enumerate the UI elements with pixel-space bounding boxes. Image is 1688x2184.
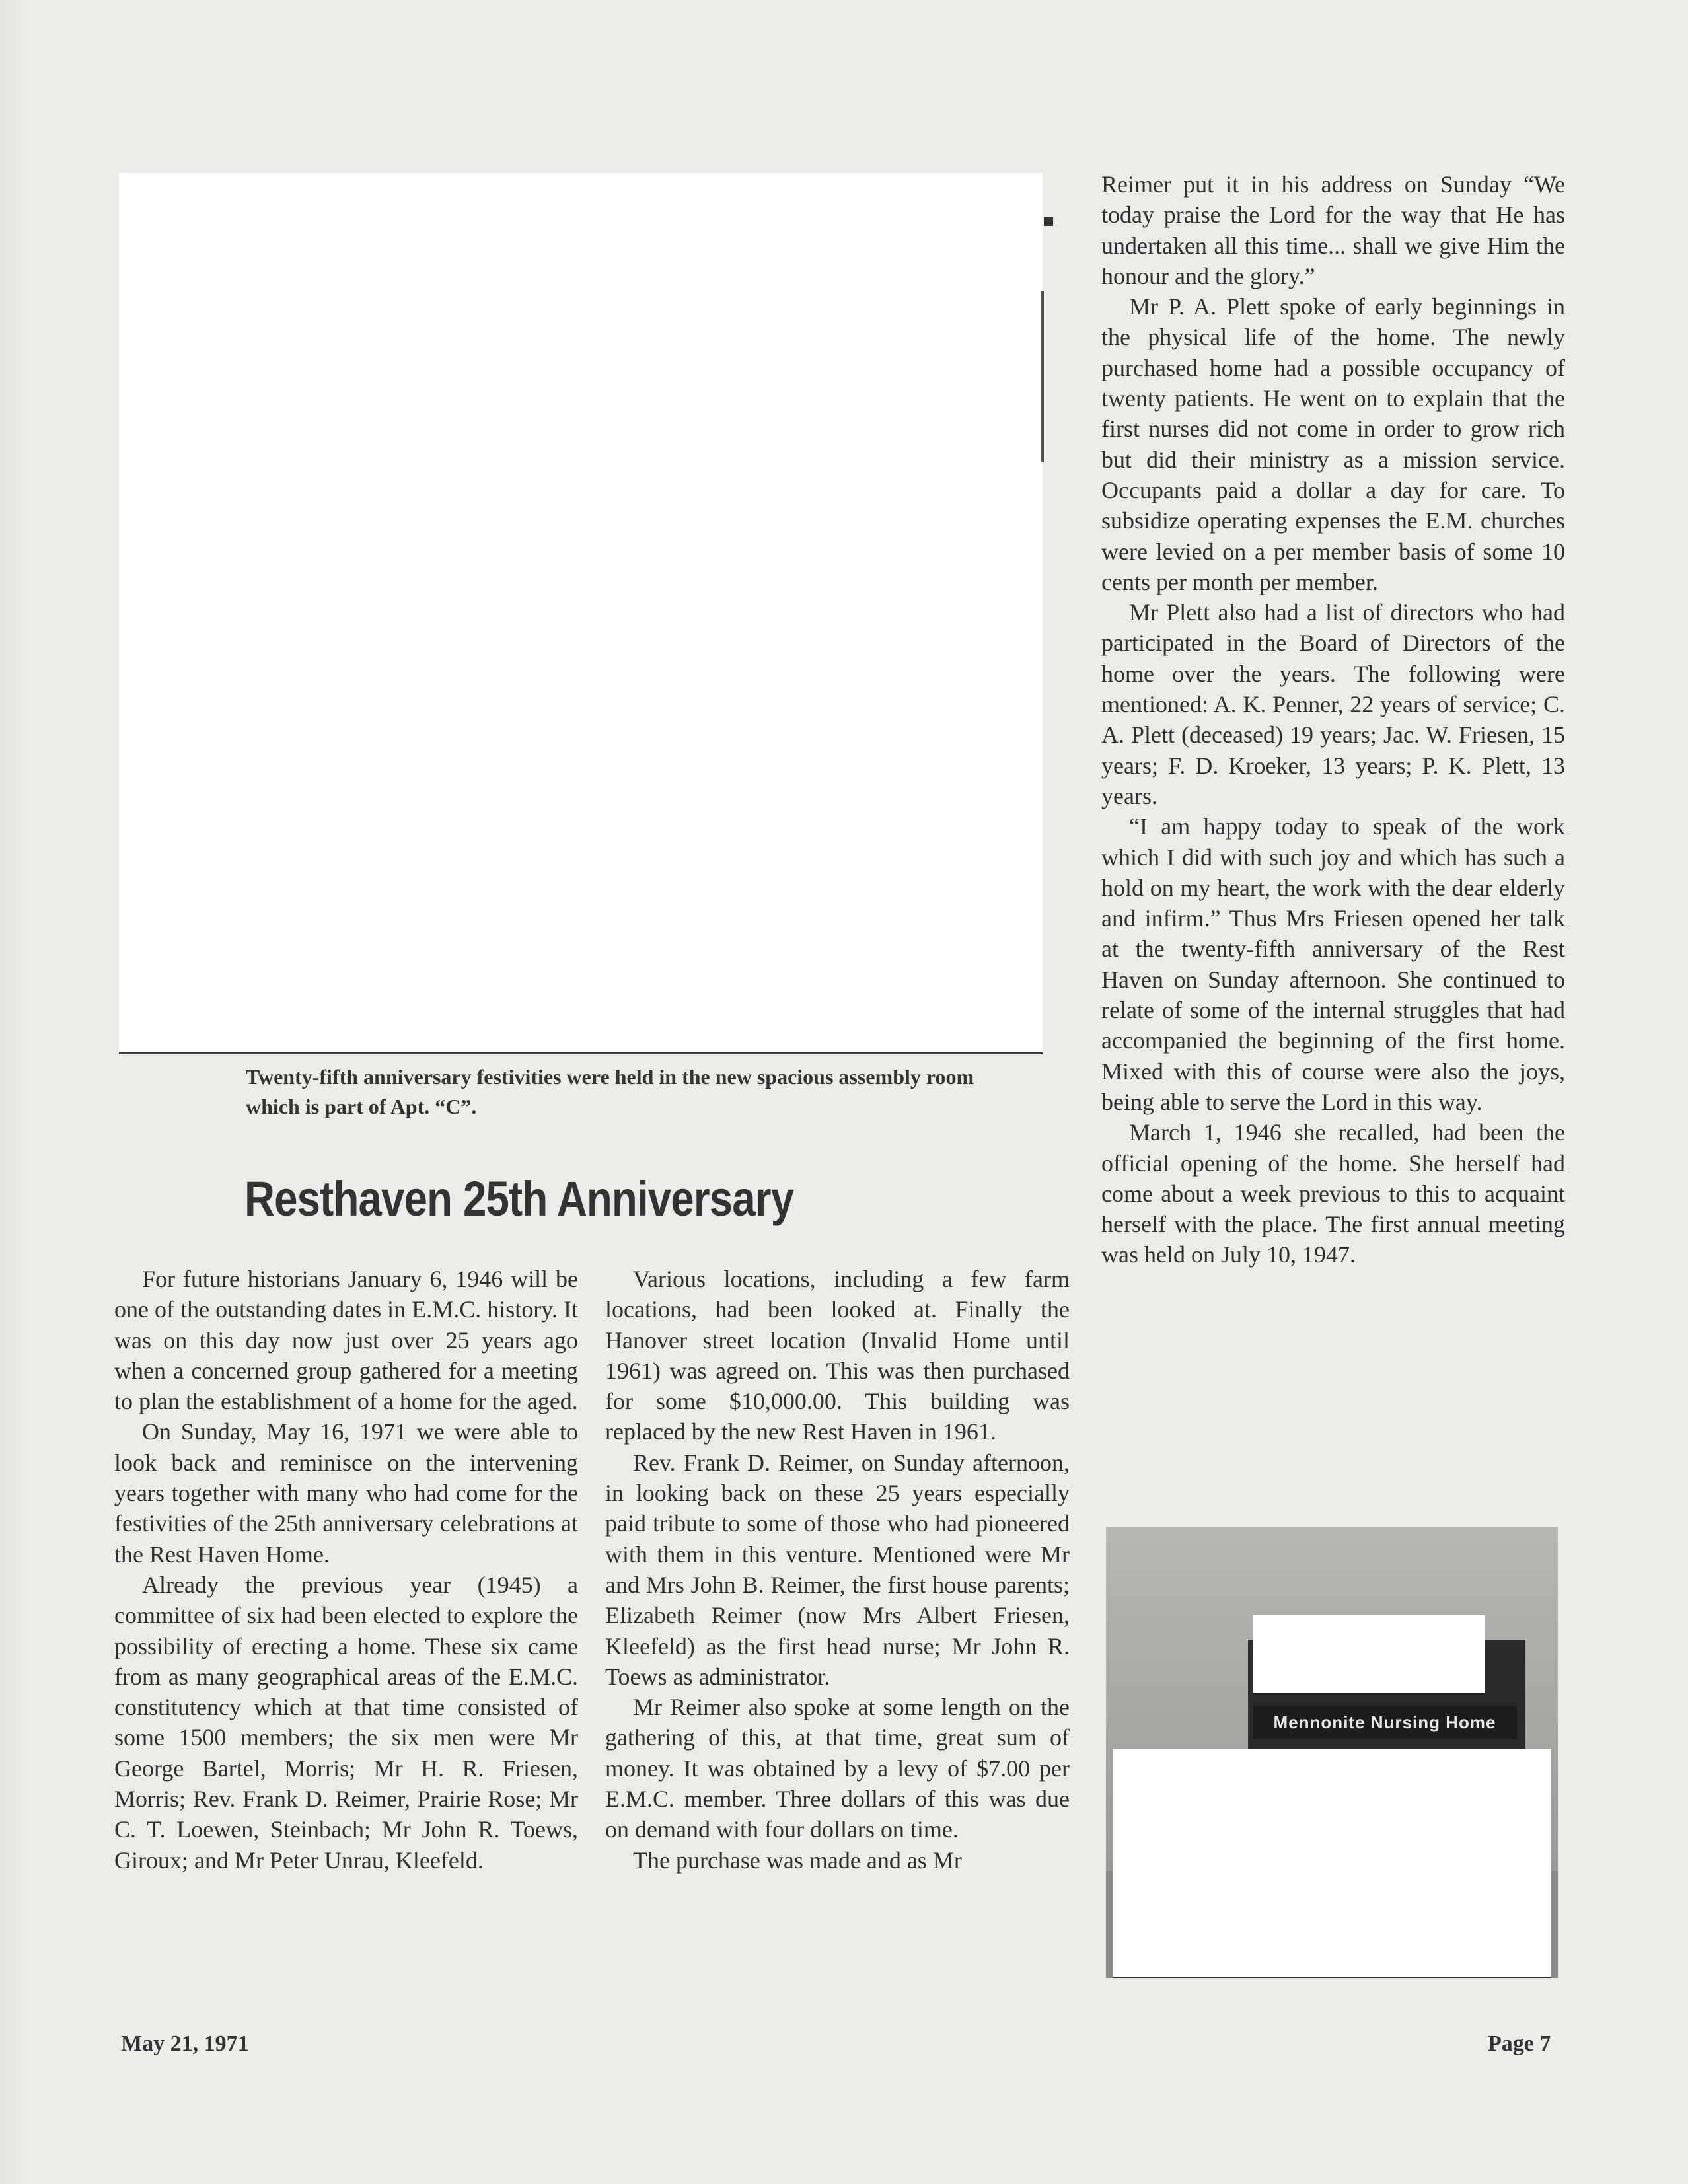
anniversary-photo: [119, 173, 1043, 1052]
paragraph: Various locations, including a few farm locations, had been looked at. Finally the Hanover street location (Invalid Home until 1961) was agreed on. This was then purchased for some $10,000.00. This building was replaced by the new Rest Haven in 1961.: [605, 1266, 1070, 1445]
nursing-home-sign: Mennonite Nursing Home: [1253, 1706, 1517, 1739]
paragraph: Reimer put it in his address on Sunday “We today praise the Lord for the way that He has undertaken all this time... shall we give Him the honour and the glory.”: [1101, 171, 1565, 289]
paragraph: For future historians January 6, 1946 will be one of the outstanding dates in E.M.C. history. It was on this day now just over 25 years ago when a concerned group gathered for a meeting to plan the establishment of a home for the aged.: [114, 1266, 578, 1415]
paragraph: Mr Plett also had a list of directors who had participated in the Board of Directors of the home over the years. The following were mentioned: A. K. Penner, 22 years of service; C. A. Plett (deceased) 19 years; Jac. W. Friesen, 15 years; F. D. Kroeker, 13 years; P. K. Plett, 13 years.: [1101, 599, 1565, 809]
issue-date: May 21, 1971: [121, 2031, 249, 2056]
article-headline: Resthaven 25th Anniversary: [244, 1171, 794, 1226]
paragraph: Mr Reimer also spoke at some length on the gathering of this, at that time, great sum of money. It was obtained by a levy of $7.00 per E.M.C. member. Three dollars of this was due on demand with four dollars on time.: [605, 1694, 1070, 1843]
photo-blank: [1113, 1749, 1551, 1978]
photo-caption: Twenty-fifth anniversary festivities were held in the new spacious assembly room which is part of Apt. “C”.: [246, 1065, 974, 1118]
photo-blank: [1253, 1615, 1485, 1693]
paragraph: Mr P. A. Plett spoke of early beginnings in the physical life of the home. The newly purchased home had a possible occupancy of twenty patients. He went on to explain that the first nurses did not come in order to grow rich but did their ministry as a mission service. Occupants paid a dollar a day for care. To subsidize operating expenses the E.M. churches were levied on a per member basis of some 10 cents per month per member.: [1101, 293, 1565, 595]
photo-edge: [1041, 291, 1044, 462]
paragraph: Rev. Frank D. Reimer, on Sunday afternoon, in looking back on these 25 years especially paid tribute to some of those who had pioneered with them in this venture. Mentioned were Mr and Mrs John B. Reimer, the first house parents; Elizabeth Reimer (now Mrs Albert Friesen, Kleefeld) as the first head nurse; Mr John R. Toews as administrator.: [605, 1449, 1070, 1690]
paragraph: March 1, 1946 she recalled, had been the official opening of the home. She herself had come about a week previous to this to acquaint herself with the place. The first annual meeting was held on July 10, 1947.: [1101, 1119, 1565, 1268]
article-column-1: [114, 1264, 578, 1875]
paragraph: The purchase was made and as Mr: [633, 1846, 962, 1874]
page-number: Page 7: [1488, 2031, 1551, 2056]
paragraph: “I am happy today to speak of the work which I did with such joy and which has such a hold on my heart, the work with the dear elderly and infirm.” Thus Mrs Friesen opened her talk at the twenty-fifth anniversary of the Rest Haven on Sunday afternoon. She continued to relate of some of the internal struggles that had accompanied the beginning of the first home. Mixed with this of course were also the joys, being able to serve the Lord in this way.: [1101, 813, 1565, 1115]
scan-edge: [0, 0, 26, 2184]
article-column-3: [1101, 169, 1565, 1270]
paragraph: Already the previous year (1945) a committee of six had been elected to explore the possibility of erecting a home. These six came from as many geographical areas of the E.M.C. constitutency which at that time consisted of some 1500 members; the six men were Mr George Bartel, Morris; Mr H. R. Friesen, Morris; Rev. Frank D. Reimer, Prairie Rose; Mr C. T. Loewen, Steinbach; Mr John R. Toews, Giroux; and Mr Peter Unrau, Kleefeld.: [114, 1571, 578, 1874]
nursing-home-photo: [1106, 1527, 1558, 1978]
photo-mark: [1044, 217, 1053, 226]
article-column-2: [605, 1264, 1070, 1875]
paragraph: On Sunday, May 16, 1971 we were able to look back and reminisce on the intervening years together with many who had come for the festivities of the 25th anniversary celebrations at the Rest Haven Home.: [114, 1418, 578, 1568]
photo-rule: [119, 1052, 1043, 1054]
